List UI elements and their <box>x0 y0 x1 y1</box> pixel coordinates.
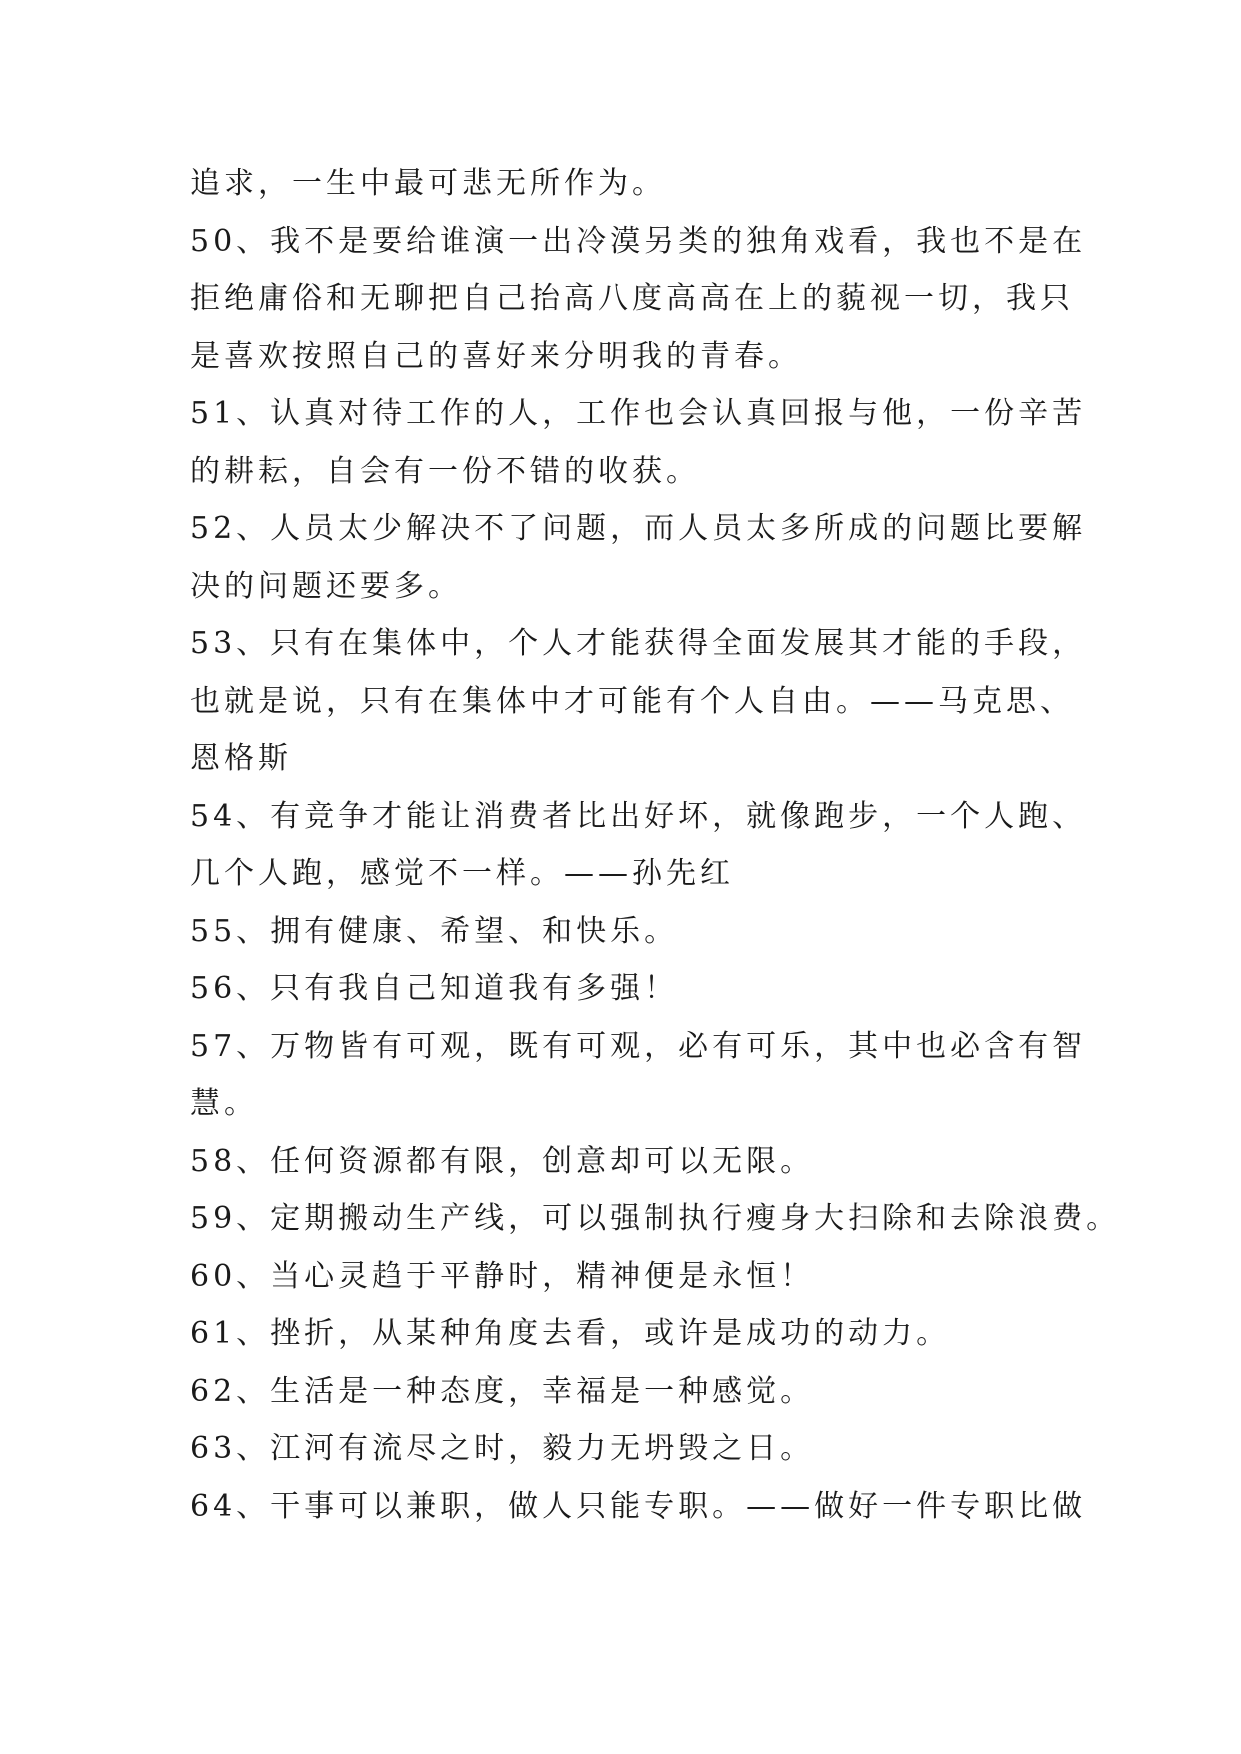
text-line: 60、当心灵趋于平静时，精神便是永恒！ <box>190 1258 815 1294</box>
text-line: 56、只有我自己知道我有多强！ <box>190 971 679 1006</box>
text-line: 64、干事可以兼职，做人只能专职。——做好一件专职比做 <box>190 1488 1087 1524</box>
text-line: 53、只有在集体中，个人才能获得全面发展其才能的手段， <box>190 626 1087 661</box>
text-line: 拒绝庸俗和无聊把自己抬高八度高高在上的藐视一切，我只 <box>190 281 1074 316</box>
text-line: 55、拥有健康、希望、和快乐。 <box>190 913 679 949</box>
text-line: 50、我不是要给谁演一出冷漠另类的独角戏看，我也不是在 <box>190 223 1087 259</box>
text-line: 追求，一生中最可悲无所作为。 <box>190 166 666 201</box>
text-line: 54、有竞争才能让消费者比出好坏，就像跑步，一个人跑、 <box>190 798 1087 834</box>
text-line: 是喜欢按照自己的喜好来分明我的青春。 <box>190 338 802 374</box>
document-body <box>190 155 1121 1535</box>
text-line: 的耕耘，自会有一份不错的收获。 <box>190 453 700 489</box>
text-line: 慧。 <box>190 1086 258 1121</box>
text-line: 也就是说，只有在集体中才可能有个人自由。——马克思、 <box>190 683 1074 719</box>
text-line: 61、挫折，从某种角度去看，或许是成功的动力。 <box>190 1316 951 1351</box>
text-line: 几个人跑，感觉不一样。——孙先红 <box>190 856 734 891</box>
text-line: 57、万物皆有可观，既有可观，必有可乐，其中也必含有智 <box>190 1028 1087 1064</box>
text-line: 52、人员太少解决不了问题，而人员太多所成的问题比要解 <box>190 511 1087 546</box>
text-line: 决的问题还要多。 <box>190 568 462 604</box>
text-line: 63、江河有流尽之时，毅力无坍毁之日。 <box>190 1431 815 1466</box>
text-line: 62、生活是一种态度，幸福是一种感觉。 <box>190 1373 815 1409</box>
text-line: 恩格斯 <box>190 741 292 776</box>
text-line: 51、认真对待工作的人，工作也会认真回报与他，一份辛苦 <box>190 396 1087 431</box>
text-line: 58、任何资源都有限，创意却可以无限。 <box>190 1143 815 1179</box>
text-line: 59、定期搬动生产线，可以强制执行瘦身大扫除和去除浪费。 <box>190 1201 1121 1236</box>
